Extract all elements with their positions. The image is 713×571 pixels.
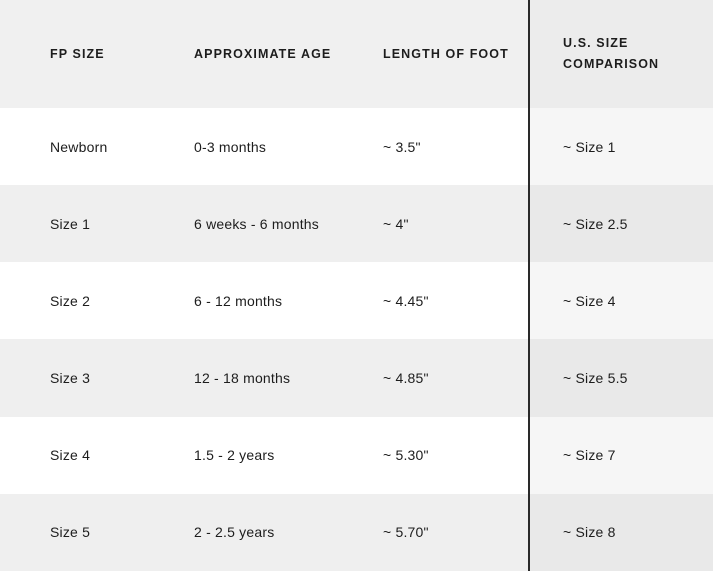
column-header-length-of-foot: LENGTH OF FOOT [357,0,529,108]
cell-foot-length: ~ 5.70" [357,494,529,571]
cell-foot-length: ~ 4.85" [357,339,529,416]
header-row [0,0,713,108]
cell-fp-size: Size 4 [0,417,163,494]
table-header [0,0,713,108]
cell-age: 1.5 - 2 years [163,417,357,494]
cell-age: 12 - 18 months [163,339,357,416]
table-row [0,185,713,262]
table-body [0,108,713,571]
column-header-fp-size: FP SIZE [0,0,163,108]
cell-fp-size: Size 2 [0,262,163,339]
cell-us-size: ~ Size 1 [529,108,713,185]
cell-us-size: ~ Size 7 [529,417,713,494]
cell-age: 2 - 2.5 years [163,494,357,571]
cell-us-size: ~ Size 4 [529,262,713,339]
cell-foot-length: ~ 3.5" [357,108,529,185]
table-row [0,417,713,494]
cell-foot-length: ~ 4.45" [357,262,529,339]
table-row [0,339,713,416]
cell-fp-size: Size 3 [0,339,163,416]
cell-foot-length: ~ 4" [357,185,529,262]
cell-foot-length: ~ 5.30" [357,417,529,494]
cell-fp-size: Size 5 [0,494,163,571]
cell-age: 6 - 12 months [163,262,357,339]
cell-age: 6 weeks - 6 months [163,185,357,262]
table-row [0,262,713,339]
table-row [0,494,713,571]
column-header-us-size-comparison: U.S. SIZE COMPARISON [529,0,713,108]
column-header-approximate-age: APPROXIMATE AGE [163,0,357,108]
cell-fp-size: Size 1 [0,185,163,262]
cell-us-size: ~ Size 5.5 [529,339,713,416]
cell-fp-size: Newborn [0,108,163,185]
cell-age: 0-3 months [163,108,357,185]
table-row [0,108,713,185]
cell-us-size: ~ Size 2.5 [529,185,713,262]
cell-us-size: ~ Size 8 [529,494,713,571]
